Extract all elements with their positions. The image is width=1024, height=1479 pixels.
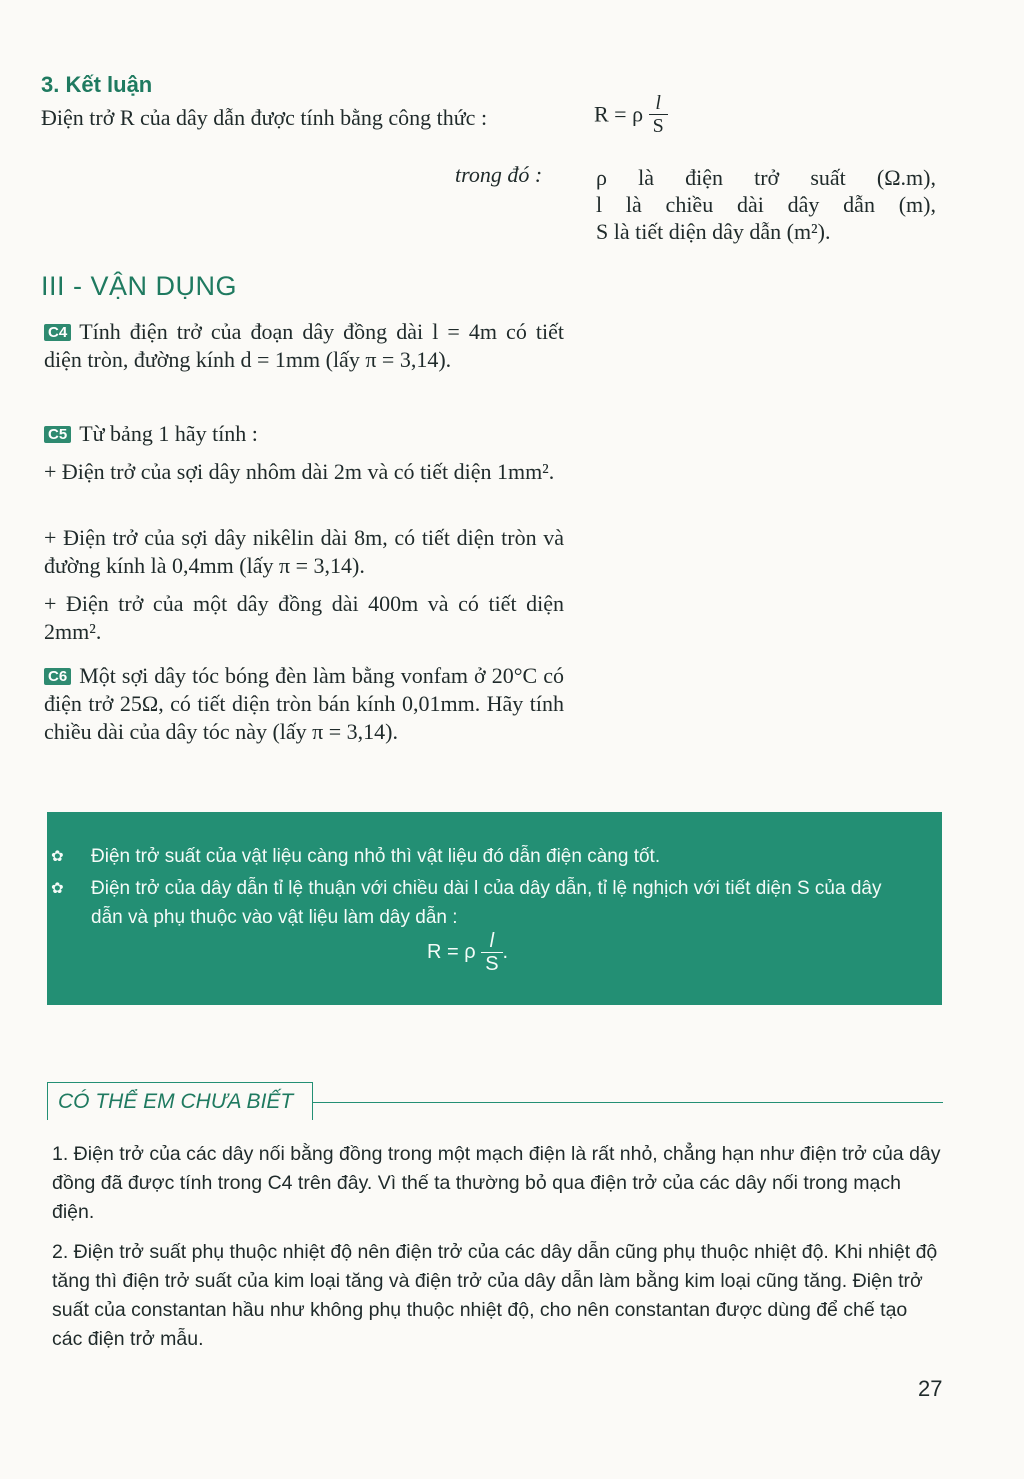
resistance-formula: [594, 92, 668, 137]
c5-item: + Điện trở của một dây đồng dài 400m và có tiết diện 2mm².: [44, 591, 564, 644]
c6-badge: C6: [44, 668, 71, 685]
summary-box: [47, 812, 942, 1005]
formula-numerator: l: [649, 92, 668, 115]
page-number: 27: [918, 1376, 943, 1401]
formula-fraction: [649, 92, 668, 137]
flower-bullet-icon: ✿: [51, 880, 64, 897]
summary-formula-numerator: l: [481, 930, 502, 953]
c5-item: + Điện trở của sợi dây nikêlin dài 8m, có tiết diện tròn và đường kính là 0,4mm (lấy π = 3,14).: [44, 525, 564, 578]
did-you-know-title: CÓ THỂ EM CHƯA BIẾT: [47, 1082, 313, 1120]
question-c6: [44, 662, 564, 746]
where-label: trong đó :: [455, 162, 543, 187]
definition-length: l là chiều dài dây dẫn (m),: [596, 192, 936, 217]
summary-item-text: Điện trở của dây dẫn tỉ lệ thuận với chiều dài l của dây dẫn, tỉ lệ nghịch với tiết diện S của dây dẫn và phụ thuộc vào vật liệu làm dây dẫn :: [91, 878, 882, 928]
c4-badge: C4: [44, 324, 71, 341]
summary-formula-denominator: S: [485, 953, 499, 975]
c5-item: + Điện trở của sợi dây nhôm dài 2m và có tiết diện 1mm².: [44, 459, 555, 484]
formula-denominator: S: [652, 115, 664, 137]
c5-text: Từ bảng 1 hãy tính :: [79, 421, 258, 446]
c6-text: Một sợi dây tóc bóng đèn làm bằng vonfam ở 20°C có điện trở 25Ω, có tiết diện tròn bán kính 0,01mm. Hãy tính chiều dài của dây tóc này (lấy π = 3,14).: [44, 663, 564, 744]
formula-lhs: R = ρ: [594, 101, 644, 127]
variable-definitions: [596, 164, 936, 245]
c4-text: Tính điện trở của đoạn dây đồng dài l = 4m có tiết diện tròn, đường kính d = 1mm (lấy π = 3,14).: [44, 319, 564, 372]
did-you-know-item: 2. Điện trở suất phụ thuộc nhiệt độ nên điện trở của các dây dẫn cũng phụ thuộc nhiệt độ. Khi nhiệt độ tăng thì điện trở suất của kim loại tăng và điện trở của dây dẫn làm bằng kim loại cũng tăng. Điện trở suất của constantan hầu như không phụ thuộc nhiệt độ, cho nên constantan được dùng để chế tạo các điện trở mẫu.: [52, 1241, 938, 1350]
did-you-know-divider: [313, 1102, 943, 1103]
summary-formula-lhs: R = ρ: [427, 941, 476, 963]
c5-badge: C5: [44, 426, 71, 443]
conclusion-statement: Điện trở R của dây dẫn được tính bằng công thức :: [41, 105, 488, 130]
summary-formula: [427, 930, 508, 975]
section-heading-conclusion: 3. Kết luận: [41, 72, 153, 97]
summary-item-text: Điện trở suất của vật liệu càng nhỏ thì vật liệu đó dẫn điện càng tốt.: [91, 846, 661, 867]
question-c5: [44, 420, 564, 448]
section-heading-application: III - VẬN DỤNG: [41, 271, 238, 301]
flower-bullet-icon: ✿: [51, 848, 64, 865]
summary-item: [51, 842, 891, 871]
summary-item: [51, 874, 891, 932]
definition-area: S là tiết diện dây dẫn (m²).: [596, 219, 831, 244]
summary-formula-fraction: [481, 930, 502, 975]
question-c4: [44, 318, 564, 374]
definition-rho: ρ là điện trở suất (Ω.m),: [596, 165, 936, 190]
did-you-know-item: 1. Điện trở của các dây nối bằng đồng trong một mạch điện là rất nhỏ, chẳng hạn như điện trở của dây đồng đã được tính trong C4 trên đây. Vì thế ta thường bỏ qua điện trở của các dây nối trong mạch điện.: [52, 1143, 941, 1223]
summary-formula-end: .: [502, 941, 509, 963]
